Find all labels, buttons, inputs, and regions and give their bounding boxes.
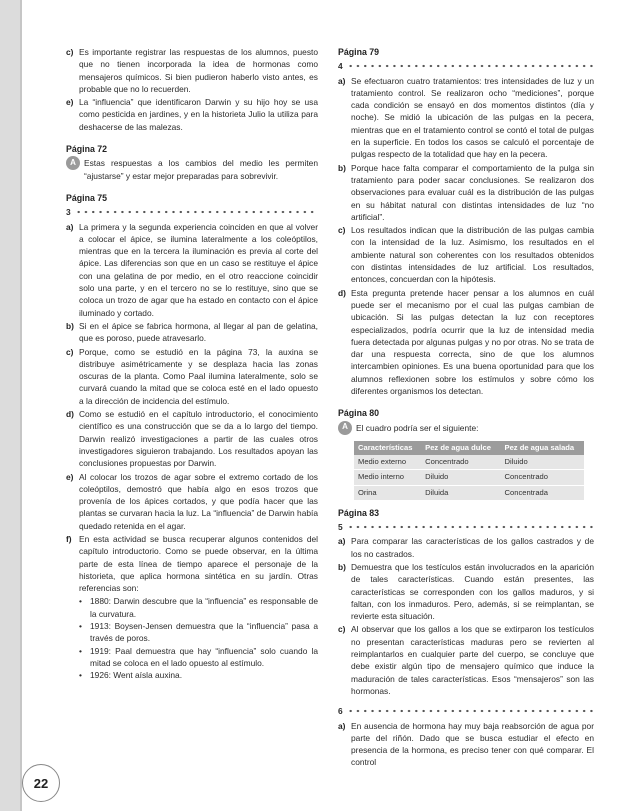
label-c: c) — [338, 624, 346, 635]
answer-text: Para comparar las características de los gallos castrados y de los no castrados. — [351, 536, 594, 559]
answer-a — [66, 221, 318, 319]
table-cell: Diluido — [421, 470, 500, 485]
label-a: a) — [338, 720, 346, 731]
answer-c — [338, 623, 594, 697]
question-number-label: 4 — [338, 61, 343, 72]
question-number — [338, 705, 594, 717]
answer-e — [66, 96, 318, 133]
answer-b — [66, 320, 318, 345]
dotted-rule — [347, 524, 594, 530]
answer-d — [66, 408, 318, 469]
table-cell: Medio interno — [354, 470, 421, 485]
question-number-label: 3 — [66, 207, 71, 218]
table-cell: Medio externo — [354, 455, 421, 470]
table-header: Pez de agua dulce — [421, 441, 500, 455]
label-c: c) — [338, 225, 346, 236]
label-d: d) — [338, 287, 346, 298]
teacher-note — [66, 157, 318, 182]
timeline-text: 1913: Boysen-Jensen demuestra que la “influencia” pasa a través de poros. — [90, 621, 318, 644]
label-f: f) — [66, 533, 72, 544]
label-b: b) — [338, 162, 346, 173]
answer-text: Demuestra que los testículos están involucrados en la aparición de tales características. Cuando están presentes, las características se corresponden con los gallos maduros, y si faltan, con los inmaduros. Pero, además, si se reimplantan, se revierte esta situación. — [351, 561, 594, 622]
label-a: a) — [338, 75, 346, 86]
right-column — [338, 46, 594, 770]
answer-text: Como se estudió en el capítulo introductorio, el conocimiento científico es una construcción que se da a lo largo del tiempo. Darwin realizó investigaciones a partir de las cuales otros investigadores siguieron trabajando. Los resultados apoyan las conclusiones propuestas por Darwin. — [79, 409, 318, 469]
answer-d — [338, 287, 594, 398]
answer-a — [338, 720, 594, 769]
label-e: e) — [66, 97, 74, 108]
table-row — [354, 455, 584, 470]
answer-e — [66, 471, 318, 532]
answer-text: Se efectuaron cuatro tratamientos: tres intensidades de luz y un tratamiento control. Se realizaron ocho “mediciones”, porque cada condición se ensayó en dos momentos distintos (día y noche). Se midió la ubicación de las pulgas en la pecera, mientras que en el tratamiento control se contó el total de pulgas en la superficie. En todos los casos se calculó el porcentaje de pulgas respecto de la totalidad que hay en la pecera. — [351, 75, 594, 160]
answer-text: Al observar que los gallos a los que se extirparon los testículos no presentan características maduras pero se revierten al reimplantarlos en cualquier parte del cuerpo, se concluye que debe existir algún tipo de mensajero químico que induce la maduración de tales características. Esos “mensajeros” son las hormonas. — [351, 624, 594, 696]
answer-a — [338, 535, 594, 560]
answer-text: Si en el ápice se fabrica hormona, al llegar al pan de gelatina, que es poroso, puede atravesarlo. — [79, 320, 318, 344]
a-badge-icon: A — [66, 156, 80, 170]
answer-text: Los resultados indican que la distribución de las pulgas cambia con la intensidad de la luz. Asimismo, los resultados en el ambiente natural son coherentes con los resultados obtenidos con distintas intensidades de luz artificial. Los resultados, entonces, concuerdan con la hipótesis. — [351, 225, 594, 285]
question-number-label: 5 — [338, 522, 343, 533]
label-d: d) — [66, 409, 74, 420]
note-text: Estas respuestas a los cambios del medio les permiten “ajustarse” y estar mejor preparadas para sobrevivir. — [84, 158, 318, 181]
timeline-item — [79, 620, 318, 645]
teacher-note — [338, 422, 594, 435]
answer-text: En esta actividad se busca recuperar algunos contenidos del capítulo introductorio. Como se puede observar, en la última parte de esta línea de tiempo aparece el personaje de la historieta, que aplica hormona sintética en su jardín. Otras referencias son: — [79, 533, 318, 594]
label-a: a) — [66, 221, 74, 232]
a-badge-icon: A — [338, 421, 352, 435]
label-b: b) — [66, 320, 74, 331]
answer-text: Esta pregunta pretende hacer pensar a los alumnos en cuál puede ser el mecanismo por el cual las pulgas cambian de ubicación. Si las pulgas detectan la luz con receptores especializados, podría ocurrir que la luz de intensidad media fuera detectada por algunas pulgas y no por otras. No se trata de dar una respuesta correcta, sino de que los alumnos intercambien opiniones. Es una buena oportunidad para que los alumnos reflexionen sobre los estímulos y sobre cómo los diferentes organismos los detectan. — [351, 287, 594, 397]
answer-c — [66, 346, 318, 407]
label-e: e) — [66, 471, 74, 482]
timeline-text: 1926: Went aísla auxina. — [90, 670, 183, 681]
margin-edge — [20, 0, 22, 811]
page-heading: Página 83 — [338, 507, 380, 518]
answer-text: En ausencia de hormona hay muy baja reabsorción de agua por parte del riñón. Dado que se busca estudiar el efecto en presencia de la hormona, es preciso tener con qué comparar. El control — [351, 720, 594, 768]
page-heading: Página 75 — [66, 192, 108, 203]
label-a: a) — [338, 536, 346, 547]
question-number — [338, 60, 594, 72]
label-c: c) — [66, 346, 74, 357]
page-heading: Página 80 — [338, 408, 380, 419]
page-number: 22 — [22, 764, 60, 802]
table-cell: Orina — [354, 485, 421, 500]
left-column — [66, 46, 318, 682]
table-cell: Diluida — [421, 485, 500, 500]
left-margin-bar — [0, 0, 20, 811]
bullet-icon: • — [79, 621, 82, 632]
dotted-rule — [75, 209, 318, 215]
table-cell: Diluido — [501, 455, 584, 470]
page-heading: Página 72 — [66, 144, 108, 155]
timeline-item — [79, 595, 318, 620]
table-row — [354, 485, 584, 500]
timeline-text: 1919: Paal demuestra que hay “influencia” solo cuando la mitad se coloca en el lado opuesto al estímulo. — [90, 645, 318, 668]
label-b: b) — [338, 561, 346, 572]
answer-text: La primera y la segunda experiencia coinciden en que al volver a colocar el ápice, se ilumina lateralmente a los coleóptilos, mientras que en la tercera la iluminación es previa al corte del ápice. Las diferencias son que en un caso se restituye el ápice con una gelatina de por medio, en el otro reaccione coincidir solo una parte, y en el tercero no se lo restituye, sino que se coloca un trozo de agar que ha estado en contacto con el ápice iluminado y cortado. — [79, 221, 318, 318]
answer-text: Es importante registrar las respuestas de los alumnos, puesto que no tienen incorporada la idea de hormonas como mensajeros químicos. Si bien pudieron haberlo visto antes, es probable que no lo recuerden. — [79, 47, 318, 94]
label-c: c) — [66, 47, 74, 57]
dotted-rule — [347, 63, 594, 69]
note-text: El cuadro podría ser el siguiente: — [356, 422, 479, 433]
answer-text: Al colocar los trozos de agar sobre el extremo cortado de los coleóptilos, demostró que había algo en esos trozos que provenía de los ápices cortados, y que podía hacer que las plantas se curvaran hacia la luz. La “influencia” de Darwin había quedado retenida en el agar. — [79, 471, 318, 531]
question-number-label: 6 — [338, 706, 343, 717]
answer-c — [66, 46, 318, 95]
bullet-icon: • — [79, 670, 82, 681]
answer-b — [338, 561, 594, 622]
table-row — [354, 470, 584, 485]
table-cell: Concentrado — [421, 455, 500, 470]
answer-a — [338, 75, 594, 161]
answer-text: Porque, como se estudió en la página 73, la auxina se distribuye asimétricamente y se desplaza hacia las zonas oscuras de la planta. Como Paal ilumina lateralmente, solo se curvará cuando la mitad que se coloca esté en el lado opuesto a la dirección de incidencia del estímulo. — [79, 346, 318, 406]
timeline-text: 1880: Darwin descubre que la “influencia” es responsable de la curvatura. — [90, 596, 318, 619]
fish-comparison-table — [354, 441, 584, 501]
question-number — [338, 521, 594, 533]
answer-c — [338, 224, 594, 285]
answer-text: Porque hace falta comparar el comportamiento de la pulga sin tratamiento para poder sacar conclusiones. Se realizaron dos observaciones para evaluar cuál es la distribución de las pulgas en su hábitat natural con distintas intensidades de luz “no artificial”. — [351, 162, 594, 222]
answer-f — [66, 533, 318, 594]
table-header: Características — [354, 441, 421, 455]
page-heading: Página 79 — [338, 47, 380, 57]
answer-b — [338, 162, 594, 223]
table-cell: Concentrada — [501, 485, 584, 500]
answer-text: La “influencia” que identificaron Darwin y su hijo hoy se usa como pesticida en jardines, y en la historieta Julio la utiliza para deshacerse de las malezas. — [79, 97, 318, 132]
timeline-item — [79, 645, 318, 670]
question-number — [66, 206, 318, 218]
bullet-icon: • — [79, 596, 82, 607]
table-header: Pez de agua salada — [501, 441, 584, 455]
timeline-item — [79, 669, 318, 681]
bullet-icon: • — [79, 645, 82, 656]
table-cell: Concentrado — [501, 470, 584, 485]
dotted-rule — [347, 708, 594, 714]
table-header-row — [354, 441, 584, 455]
